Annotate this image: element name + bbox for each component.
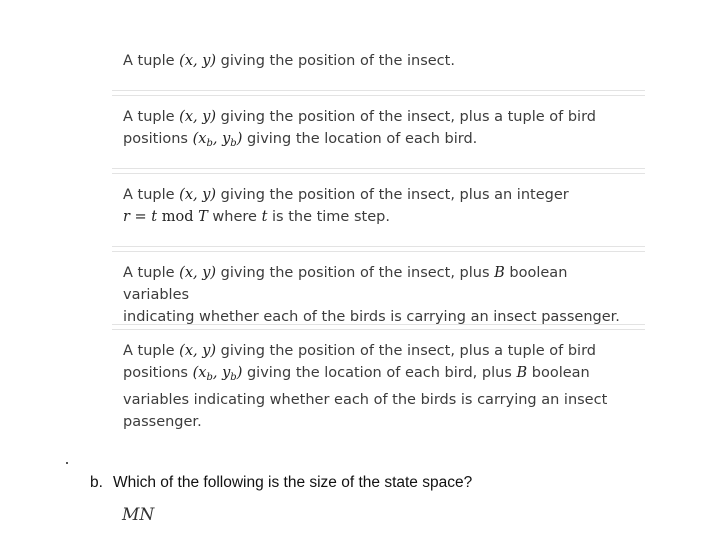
option-text: A tuple: [123, 53, 180, 69]
option-text: indicating whether each of the birds is carrying an insect passenger.: [123, 309, 620, 325]
option-insect-birds-and-booleans[interactable]: [112, 330, 645, 442]
math-tuple-xy: (x, y): [179, 265, 217, 281]
option-text: A tuple: [123, 109, 180, 125]
option-insect-and-bird-positions[interactable]: [112, 96, 645, 168]
bullet-dot: [66, 462, 68, 464]
math-B: B: [494, 265, 505, 281]
option-text: is the time step.: [267, 209, 390, 225]
option-text: giving the position of the insect.: [216, 53, 455, 69]
option-text: giving the position of the insect, plus an integer: [216, 187, 569, 203]
math-tuple-xy: (x, y): [179, 343, 217, 359]
option-insect-and-booleans[interactable]: [112, 252, 645, 324]
question-number: b.: [90, 474, 103, 491]
option-text: giving the location of each bird, plus: [242, 365, 517, 381]
option-text: giving the location of each bird.: [242, 131, 478, 147]
option-text: giving the position of the insect, plus a tuple of bird: [216, 109, 596, 125]
math-t: t: [261, 209, 268, 225]
option-insect-position[interactable]: [112, 40, 645, 90]
option-insect-and-time-mod[interactable]: [112, 174, 645, 246]
option-text: A tuple: [123, 265, 180, 281]
math-tuple-xy: (x, y): [179, 53, 217, 69]
math-r-mod-t: r = t mod T: [123, 209, 208, 225]
question-b: [90, 474, 472, 492]
option-text: positions: [123, 131, 193, 147]
answer-options-list: [112, 40, 645, 442]
option-text: A tuple: [123, 343, 180, 359]
option-text: giving the position of the insect, plus: [216, 265, 495, 281]
option-text: where: [207, 209, 262, 225]
math-tuple-bird: ($x_b$, $y_b$): [192, 365, 243, 383]
math-tuple-bird: ($x_b$, $y_b$): [192, 131, 243, 149]
math-tuple-xy: (x, y): [179, 109, 217, 125]
option-text: variables indicating whether each of the birds is carrying an insect: [123, 392, 608, 408]
option-text: boolean: [527, 365, 590, 381]
question-text: Which of the following is the size of the state space?: [112, 474, 473, 491]
option-text: A tuple: [123, 187, 180, 203]
math-B: B: [516, 365, 528, 381]
answer-math: MN: [122, 505, 155, 525]
option-text: boolean variables: [123, 265, 568, 303]
option-text: passenger.: [123, 414, 202, 430]
option-text: positions: [123, 365, 193, 381]
option-text: giving the position of the insect, plus a tuple of bird: [216, 343, 596, 359]
math-tuple-xy: (x, y): [179, 187, 217, 203]
